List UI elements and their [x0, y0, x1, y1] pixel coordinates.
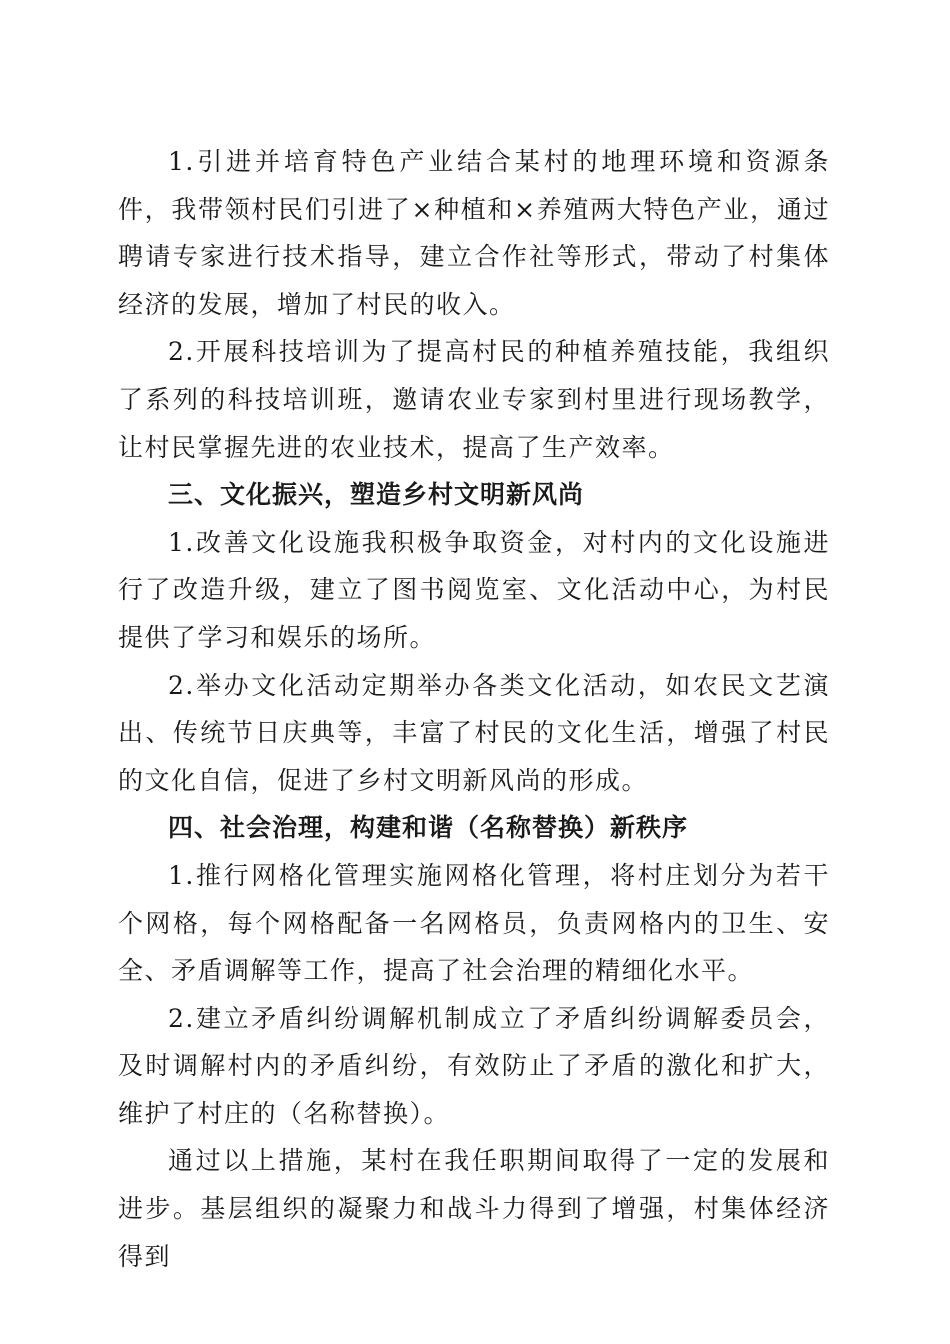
paragraph-dispute-mediation: 2.建立矛盾纠纷调解机制成立了矛盾纠纷调解委员会，及时调解村内的矛盾纠纷，有效防止了矛盾的激化和扩大，维护了村庄的（名称替换）。 — [118, 1003, 830, 1128]
paragraph-grid-management: 1.推行网格化管理实施网格化管理，将村庄划分为若干个网格，每个网格配备一名网格员，负责网格内的卫生、安全、矛盾调解等工作，提高了社会治理的精细化水平。 — [118, 860, 830, 986]
section-heading-culture: 三、文化振兴，塑造乡村文明新风尚 — [168, 480, 585, 510]
paragraph-culture-activities: 2.举办文化活动定期举办各类文化活动，如农民文艺演出、传统节日庆典等，丰富了村民的文化生活，增强了村民的文化自信，促进了乡村文明新风尚的形成。 — [118, 670, 830, 795]
paragraph-summary: 通过以上措施，某村在我任职期间取得了一定的发展和进步。基层组织的凝聚力和战斗力得到了增强，村集体经济得到 — [118, 1146, 830, 1271]
section-heading-governance: 四、社会治理，构建和谐（名称替换）新秩序 — [168, 813, 689, 843]
paragraph-tech-training: 2.开展科技培训为了提高村民的种植养殖技能，我组织了系列的科技培训班，邀请农业专家到村里进行现场教学，让村民掌握先进的农业技术，提高了生产效率。 — [118, 337, 830, 462]
document-body — [118, 138, 830, 1280]
paragraph-culture-facilities: 1.改善文化设施我积极争取资金，对村内的文化设施进行了改造升级，建立了图书阅览室、文化活动中心，为村民提供了学习和娱乐的场所。 — [118, 527, 830, 652]
paragraph-industry-intro: 1.引进并培育特色产业结合某村的地理环境和资源条件，我带领村民们引进了×种植和×养殖两大特色产业，通过聘请专家进行技术指导，建立合作社等形式，带动了村集体经济的发展，增加了村民的收入。 — [118, 147, 830, 319]
